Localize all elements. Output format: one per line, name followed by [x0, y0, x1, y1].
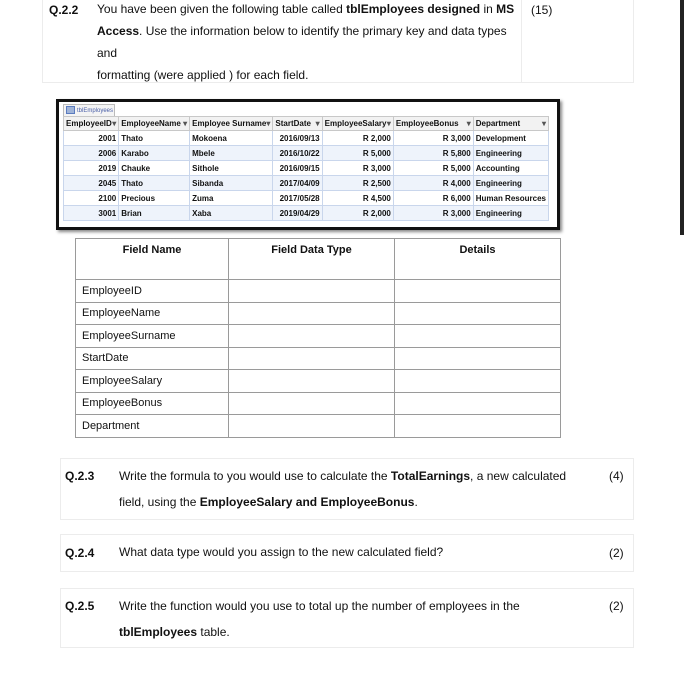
field-name-cell: StartDate [76, 347, 229, 370]
table-cell[interactable]: Thato [119, 131, 190, 146]
table-cell[interactable]: Mbele [190, 146, 273, 161]
column-header-4[interactable] [322, 117, 393, 131]
table-cell[interactable]: Xaba [190, 206, 273, 221]
table-cell[interactable]: 2017/05/28 [273, 191, 322, 206]
field-data-type-cell[interactable] [229, 392, 395, 415]
field-name-cell: EmployeeID [76, 280, 229, 303]
table-cell[interactable]: R 2,000 [322, 131, 393, 146]
column-header-1[interactable] [119, 117, 190, 131]
details-cell[interactable] [395, 347, 561, 370]
q25-line-1: Write the function would you use to total up the number of employees in the [119, 599, 520, 613]
q23-line-1: Write the formula to you would use to calculate the TotalEarnings, a new calculated [119, 469, 567, 483]
q25-line-2: tblEmployees table. [119, 625, 230, 639]
table-cell[interactable]: R 4,500 [322, 191, 393, 206]
table-tab-label: tblEmployees [77, 108, 114, 114]
table-cell[interactable]: R 2,000 [322, 206, 393, 221]
table-row[interactable] [64, 176, 549, 191]
table-cell[interactable]: Human Resources [473, 191, 548, 206]
table-cell[interactable]: Development [473, 131, 548, 146]
details-cell[interactable] [395, 280, 561, 303]
field-name-cell: EmployeeBonus [76, 392, 229, 415]
q23-number: Q.2.3 [65, 469, 95, 483]
column-header-label: Employee Surname [192, 119, 267, 128]
field-row [76, 392, 561, 415]
field-data-type-cell[interactable] [229, 370, 395, 393]
q24-number: Q.2.4 [65, 546, 95, 560]
table-row[interactable] [64, 146, 549, 161]
table-cell[interactable]: Engineering [473, 176, 548, 191]
table-row[interactable] [64, 206, 549, 221]
details-cell[interactable] [395, 415, 561, 438]
column-header-label: EmployeeBonus [395, 119, 459, 128]
table-cell[interactable]: 2001 [64, 131, 119, 146]
table-cell[interactable]: R 3,000 [322, 161, 393, 176]
q22-question-text [97, 0, 517, 86]
field-row [76, 347, 561, 370]
access-datasheet [56, 99, 560, 230]
sort-arrow-icon[interactable]: ▾ [386, 119, 391, 128]
column-header-label: StartDate [275, 119, 311, 128]
field-data-type-header: Field Data Type [229, 239, 395, 280]
q22-line-1: You have been given the following table called tblEmployees designed in MS [97, 2, 515, 16]
table-cell[interactable]: R 5,000 [322, 146, 393, 161]
table-row[interactable] [64, 191, 549, 206]
table-cell[interactable]: 2016/10/22 [273, 146, 322, 161]
field-row [76, 302, 561, 325]
table-cell[interactable]: R 6,000 [393, 191, 473, 206]
q22-marks: (15) [531, 3, 553, 17]
table-cell[interactable]: 2016/09/15 [273, 161, 322, 176]
right-edge-bar [680, 0, 684, 235]
field-data-type-cell[interactable] [229, 415, 395, 438]
q23-question-text [119, 463, 609, 515]
table-cell[interactable]: R 4,000 [393, 176, 473, 191]
column-header-label: EmployeeName [121, 119, 181, 128]
table-cell[interactable]: Engineering [473, 206, 548, 221]
field-answer-table [75, 238, 561, 438]
field-row [76, 280, 561, 303]
column-header-0[interactable] [64, 117, 119, 131]
q22-number: Q.2.2 [49, 3, 79, 17]
details-cell[interactable] [395, 325, 561, 348]
details-cell[interactable] [395, 370, 561, 393]
table-cell[interactable]: R 3,000 [393, 131, 473, 146]
column-header-label: EmployeeSalary [324, 119, 387, 128]
sort-arrow-icon[interactable]: ▾ [266, 119, 271, 128]
column-header-label: EmployeeID [66, 119, 112, 128]
table-cell[interactable]: Mokoena [190, 131, 273, 146]
q24-question-text: What data type would you assign to the new calculated field? [119, 545, 444, 559]
table-cell[interactable]: 2019/04/29 [273, 206, 322, 221]
q24-marks: (2) [609, 546, 624, 560]
field-name-cell: EmployeeName [76, 302, 229, 325]
field-row [76, 325, 561, 348]
field-name-cell: EmployeeSalary [76, 370, 229, 393]
table-cell[interactable]: R 3,000 [393, 206, 473, 221]
table-cell[interactable]: Sibanda [190, 176, 273, 191]
field-name-cell: Department [76, 415, 229, 438]
table-cell[interactable]: R 5,000 [393, 161, 473, 176]
q23-marks: (4) [609, 469, 624, 483]
column-header-5[interactable] [393, 117, 473, 131]
field-row [76, 370, 561, 393]
sort-arrow-icon[interactable]: ▾ [466, 119, 471, 128]
details-header: Details [395, 239, 561, 280]
table-cell[interactable]: Brian [119, 206, 190, 221]
column-header-6[interactable] [473, 117, 548, 131]
table-cell[interactable]: Zuma [190, 191, 273, 206]
q25-marks: (2) [609, 599, 624, 613]
q23-line-2: field, using the EmployeeSalary and EmployeeBonus. [119, 495, 418, 509]
details-cell[interactable] [395, 302, 561, 325]
field-name-cell: EmployeeSurname [76, 325, 229, 348]
column-header-2[interactable] [190, 117, 273, 131]
table-icon [66, 106, 75, 114]
table-cell[interactable]: 2019 [64, 161, 119, 176]
table-cell[interactable]: Thato [119, 176, 190, 191]
table-cell[interactable]: 2045 [64, 176, 119, 191]
q25-question-text [119, 593, 609, 645]
q22-marks-divider [521, 0, 522, 82]
table-cell[interactable]: Engineering [473, 146, 548, 161]
table-cell[interactable]: 3001 [64, 206, 119, 221]
table-cell[interactable]: Chauke [119, 161, 190, 176]
table-row[interactable] [64, 161, 549, 176]
q25-number: Q.2.5 [65, 599, 95, 613]
datasheet-grid [63, 116, 549, 221]
field-data-type-cell[interactable] [229, 302, 395, 325]
table-row[interactable] [64, 131, 549, 146]
sort-arrow-icon[interactable]: ▾ [112, 119, 117, 128]
details-cell[interactable] [395, 392, 561, 415]
table-cell[interactable]: Karabo [119, 146, 190, 161]
field-name-header: Field Name [76, 239, 229, 280]
table-cell[interactable]: R 5,800 [393, 146, 473, 161]
field-data-type-cell[interactable] [229, 325, 395, 348]
field-data-type-cell[interactable] [229, 280, 395, 303]
table-cell[interactable]: 2016/09/13 [273, 131, 322, 146]
table-cell[interactable]: Precious [119, 191, 190, 206]
table-cell[interactable]: R 2,500 [322, 176, 393, 191]
column-header-3[interactable] [273, 117, 322, 131]
table-cell[interactable]: 2100 [64, 191, 119, 206]
table-cell[interactable]: 2017/04/09 [273, 176, 322, 191]
table-cell[interactable]: Accounting [473, 161, 548, 176]
sort-arrow-icon[interactable]: ▾ [541, 119, 546, 128]
table-cell[interactable]: Sithole [190, 161, 273, 176]
field-row [76, 415, 561, 438]
q22-line-3: formatting (were applied ) for each field. [97, 68, 309, 82]
field-data-type-cell[interactable] [229, 347, 395, 370]
table-cell[interactable]: 2006 [64, 146, 119, 161]
sort-arrow-icon[interactable]: ▾ [315, 119, 320, 128]
q22-line-2: Access. Use the information below to identify the primary key and data types and [97, 24, 507, 60]
column-header-label: Department [475, 119, 521, 128]
sort-arrow-icon[interactable]: ▾ [183, 119, 188, 128]
